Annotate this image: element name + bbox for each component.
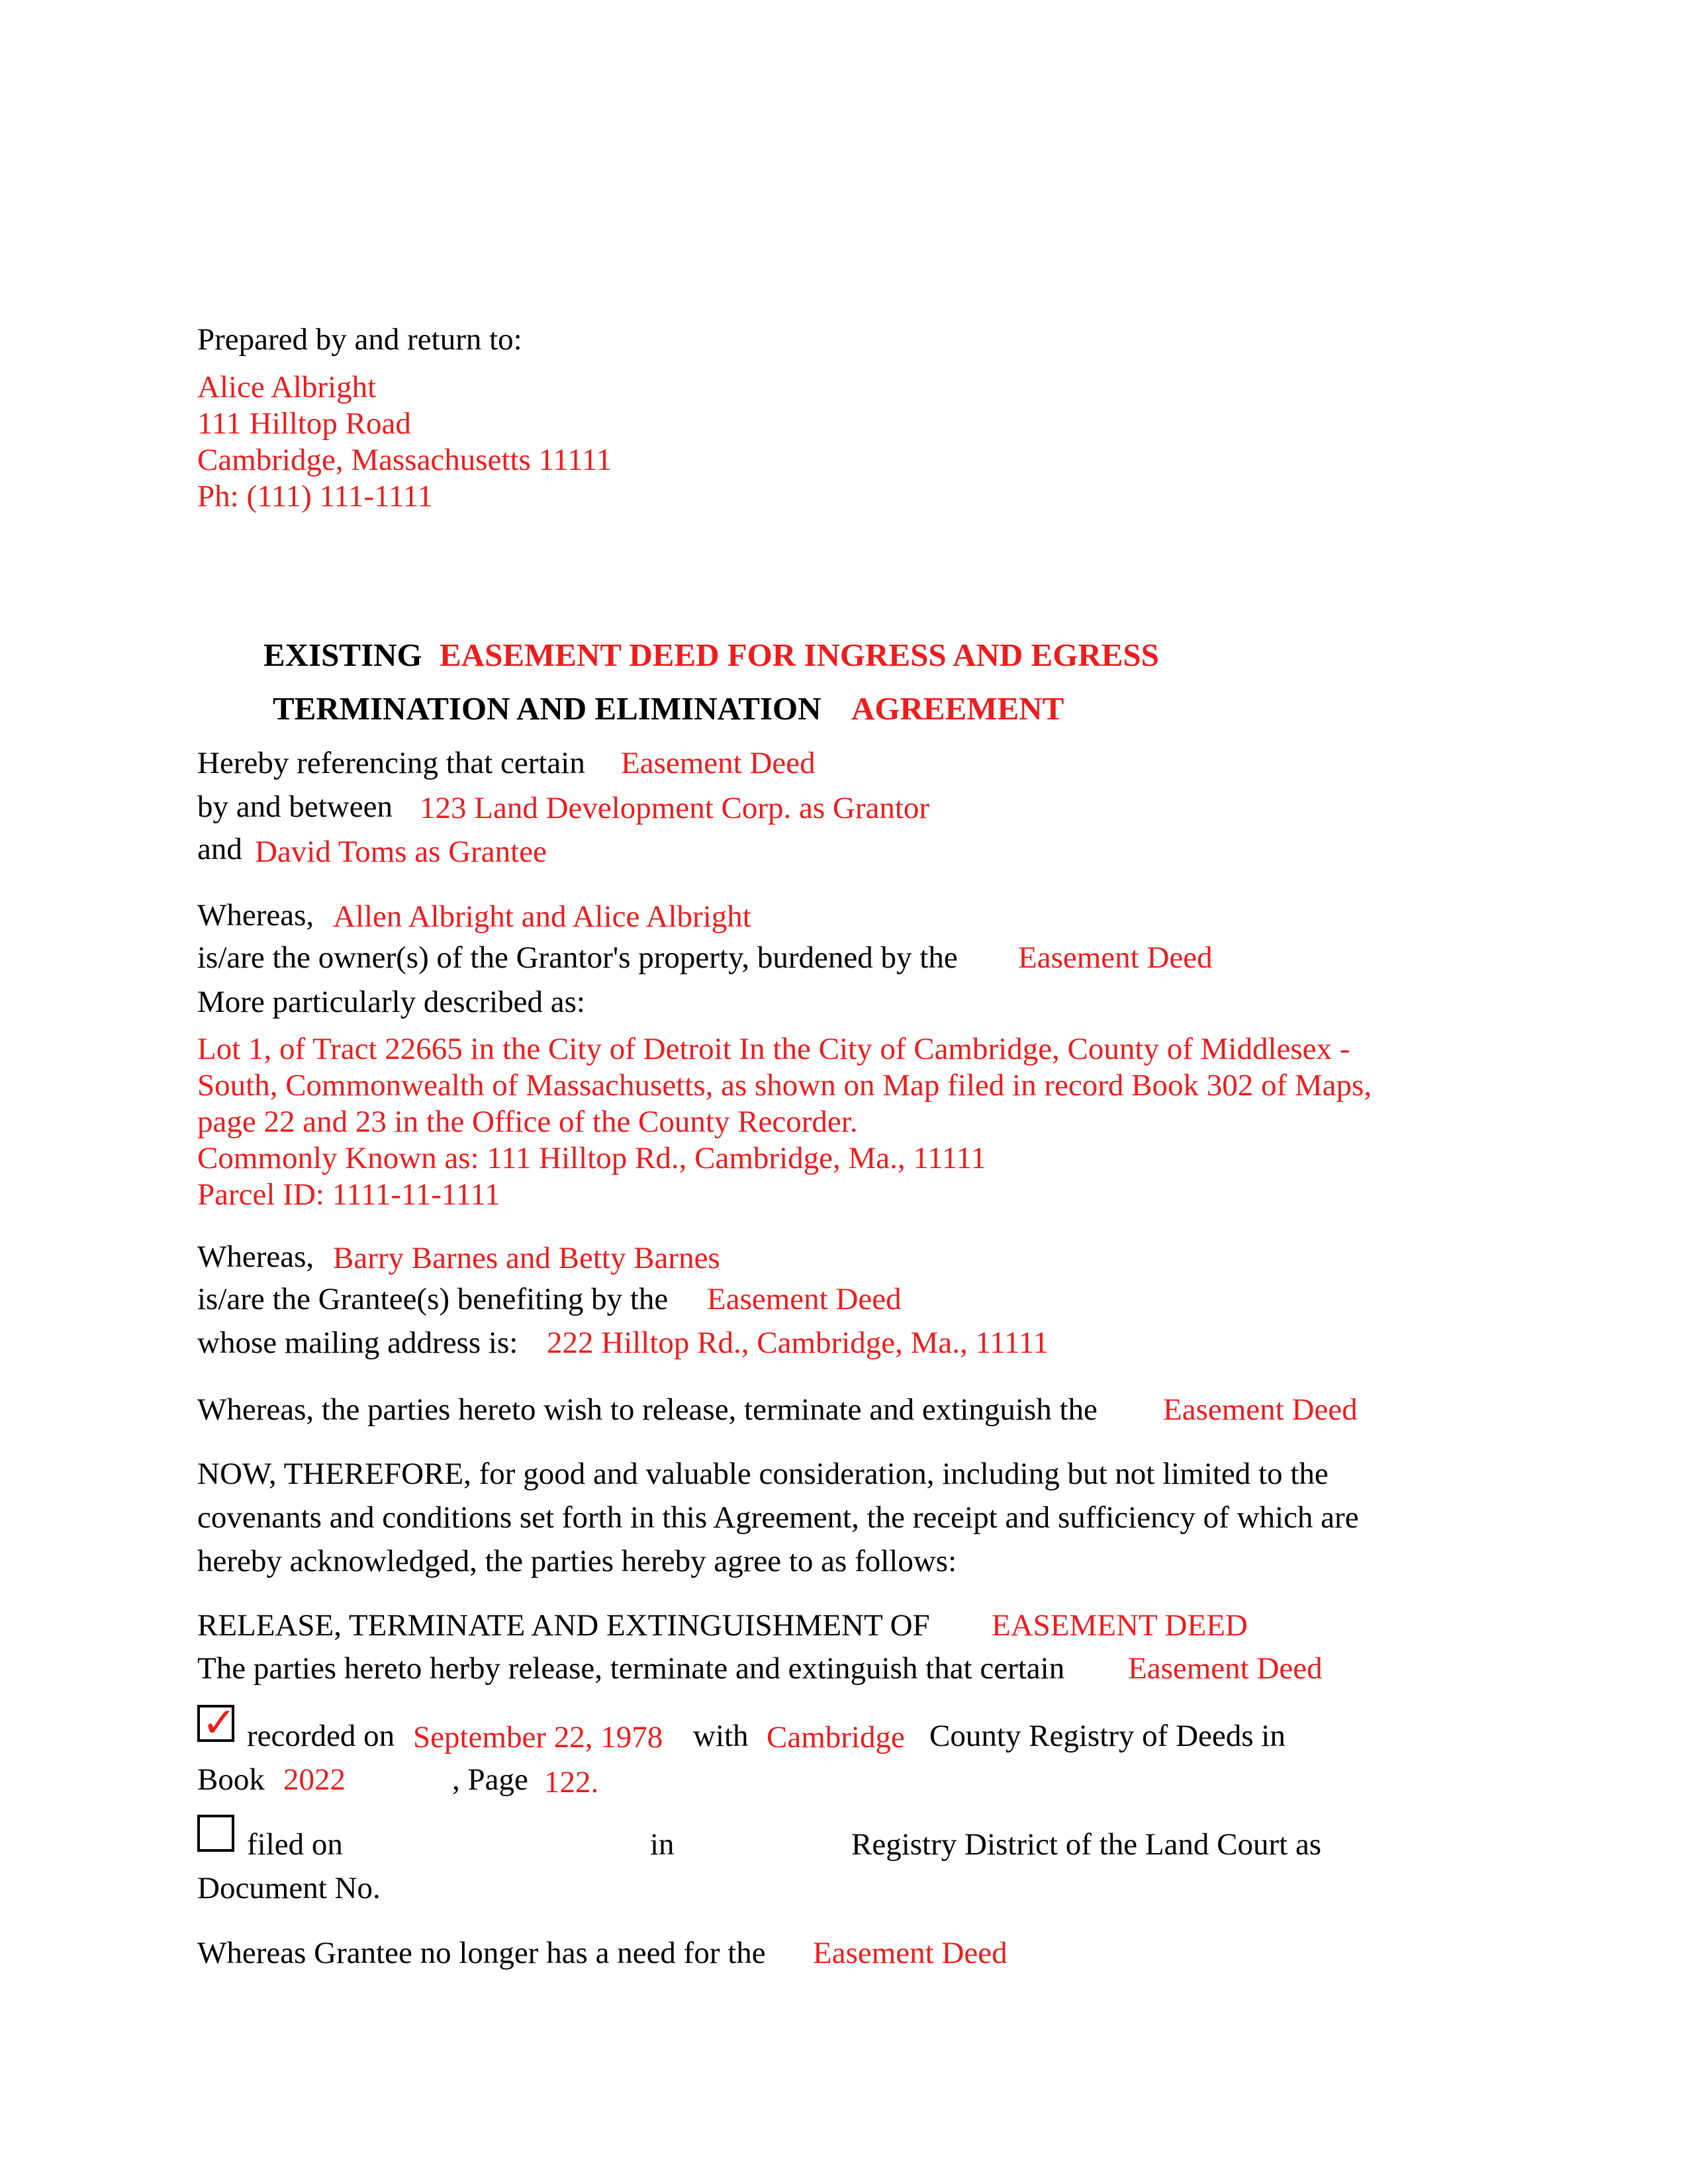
release-wish-text: Whereas, the parties hereto wish to release, terminate and extinguish the [197,1392,1098,1427]
with-label: with [693,1719,749,1753]
grantees-instrument: Easement Deed [707,1282,902,1316]
land-court-label: Registry District of the Land Court as [851,1827,1322,1862]
mailing-address-value: 222 Hilltop Rd., Cambridge, Ma., 11111 [547,1326,1049,1360]
consideration-line-3: hereby acknowledged, the parties hereby agree to as follows: [197,1544,957,1578]
recorded-on-label: recorded on [247,1719,395,1753]
legal-description-line-2: South, Commonwealth of Massachusetts, as shown on Map filed in record Book 302 of Maps, [197,1068,1372,1103]
book-label: Book [197,1762,265,1797]
no-need-text: Whereas Grantee no longer has a need for the [197,1936,766,1970]
legal-description-line-1: Lot 1, of Tract 22665 in the City of Detroit In the City of Cambridge, County of Middlesex - [197,1032,1350,1066]
preparer-city: Cambridge, Massachusetts 11111 [197,443,612,477]
recorded-date: September 22, 1978 [413,1720,663,1754]
no-need-instrument: Easement Deed [813,1936,1008,1970]
book-value: 2022 [283,1762,346,1797]
owners-whereas: Whereas, [197,898,314,933]
release-instrument: Easement Deed [1128,1651,1323,1686]
check-mark-icon: ✓ [202,1698,236,1747]
legal-description-line-3: page 22 and 23 in the Office of the County Recorder. [197,1105,858,1139]
owners-burdened-label: is/are the owner(s) of the Grantor's property, burdened by the [197,940,958,975]
document-no-label: Document No. [197,1871,381,1905]
prepared-by-label: Prepared by and return to: [197,322,522,357]
preparer-name: Alice Albright [197,370,377,404]
legal-description-line-4: Commonly Known as: 111 Hilltop Rd., Cambridge, Ma., 11111 [197,1141,986,1175]
grantees-whereas: Whereas, [197,1240,314,1274]
title-value-2: AGREEMENT [851,690,1064,727]
preparer-street: 111 Hilltop Road [197,406,411,441]
page-value: 122. [544,1765,599,1799]
recorded-county: Cambridge [767,1720,905,1754]
title-prefix-1: EXISTING [263,637,422,673]
recorded-checkbox[interactable] [197,1698,236,1747]
owners-names: Allen Albright and Alice Albright [333,899,751,934]
consideration-line-1: NOW, THEREFORE, for good and valuable consideration, including but not limited to the [197,1457,1329,1491]
title-prefix-2: TERMINATION AND ELIMINATION [273,690,821,727]
title-value-1: EASEMENT DEED FOR INGRESS AND EGRESS [440,637,1159,673]
owners-instrument: Easement Deed [1018,940,1213,975]
reference-instrument: Easement Deed [621,746,816,780]
release-wish-instrument: Easement Deed [1163,1392,1358,1427]
release-heading-value: EASEMENT DEED [992,1608,1248,1643]
page-label: , Page [452,1762,528,1797]
reference-label: Hereby referencing that certain [197,746,585,780]
filed-checkbox[interactable] [197,1815,234,1852]
mailing-address-label: whose mailing address is: [197,1326,518,1360]
legal-description-line-5: Parcel ID: 1111-11-1111 [197,1177,500,1212]
grantor-value: 123 Land Development Corp. as Grantor [420,791,930,825]
release-heading: RELEASE, TERMINATE AND EXTINGUISHMENT OF [197,1608,930,1643]
filed-on-label: filed on [247,1827,343,1862]
consideration-line-2: covenants and conditions set forth in this Agreement, the receipt and sufficiency of which are [197,1500,1359,1535]
described-label: More particularly described as: [197,985,585,1019]
and-label: and [197,832,242,866]
county-registry-label: County Registry of Deeds in [929,1719,1286,1753]
in-label: in [650,1827,675,1862]
release-text: The parties hereto herby release, terminate and extinguish that certain [197,1651,1065,1686]
grantees-names: Barry Barnes and Betty Barnes [333,1241,720,1275]
grantee-value: David Toms as Grantee [255,835,547,869]
preparer-phone: Ph: (111) 111-1111 [197,479,433,514]
between-label: by and between [197,790,393,824]
grantees-benefiting-label: is/are the Grantee(s) benefiting by the [197,1282,669,1316]
